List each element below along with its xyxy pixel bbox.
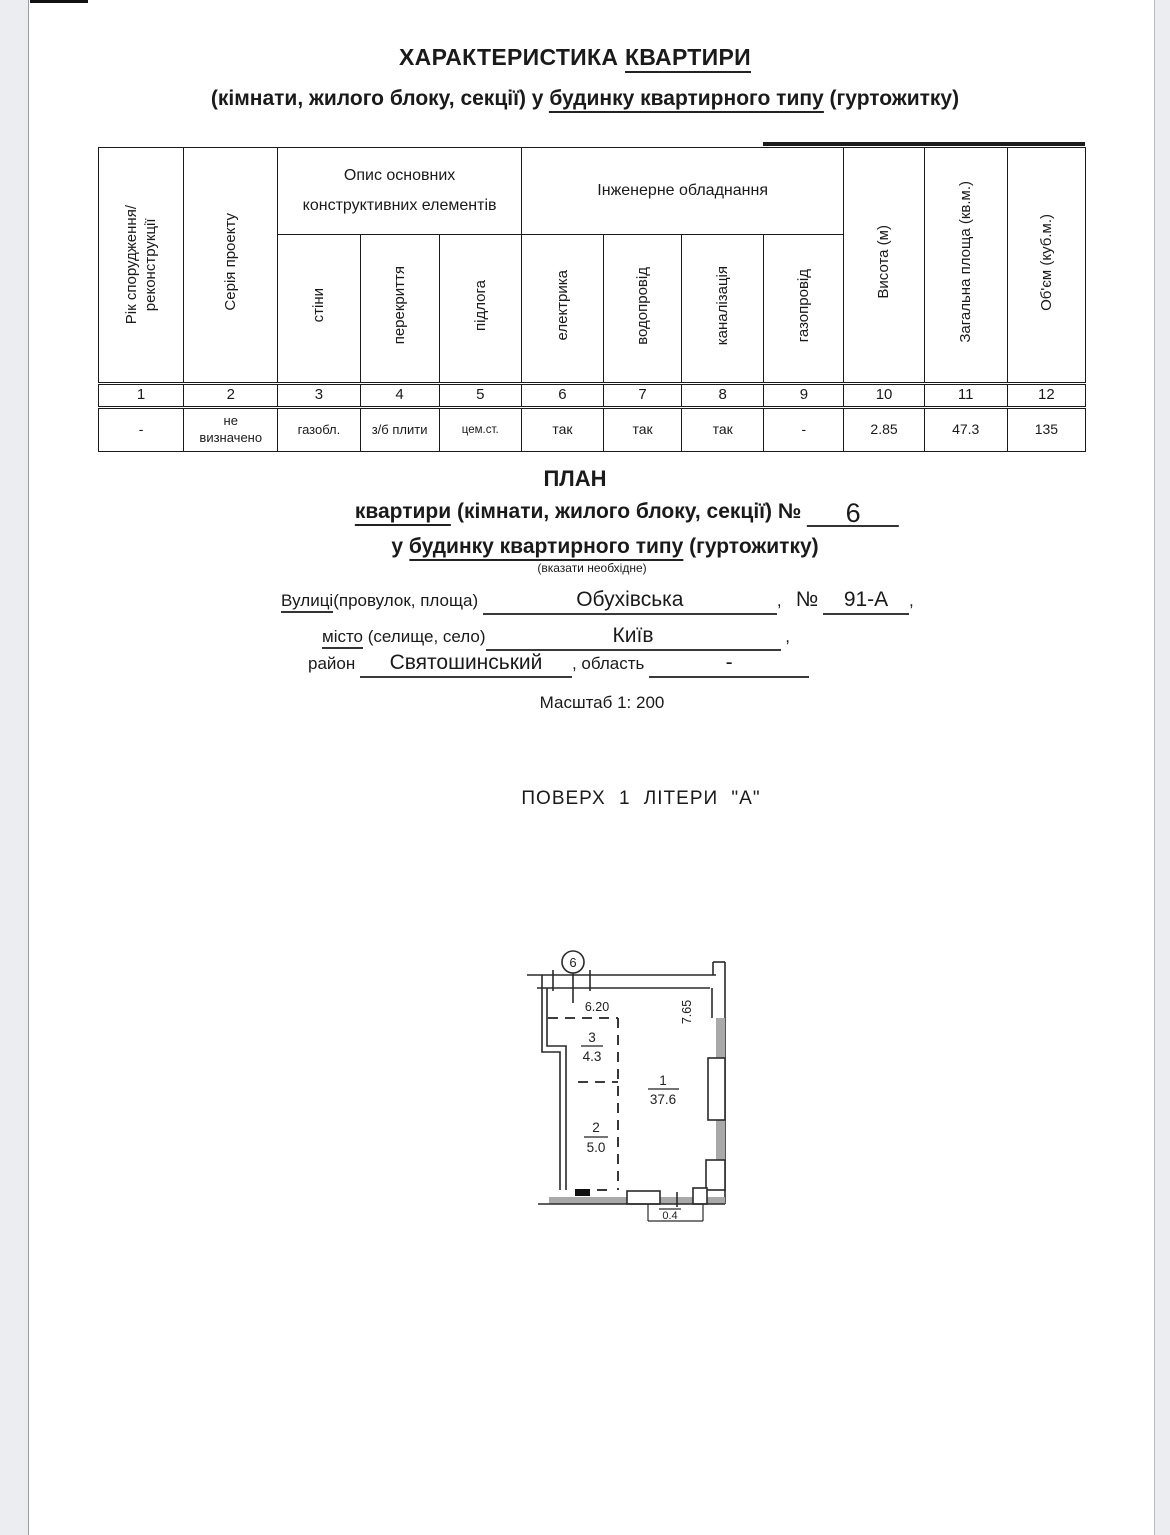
group-header-engineering: Інженерне обладнання [521,148,844,235]
city-line: місто (селище, село) Київ , [322,624,790,651]
oblast-value: - [649,651,809,678]
room-2-number: 2 [592,1120,600,1135]
value-cell: так [682,408,764,452]
room-1-area: 37.6 [649,1092,677,1107]
city-value: Київ [486,624,781,651]
axis-bubble-label: 6 [569,955,577,970]
page-title: ХАРАКТЕРИСТИКА КВАРТИРИ [399,44,751,71]
value-cell: - [99,408,184,452]
col-num: 1 [99,384,184,408]
col-label-volume: Об'єм (куб.м.) [1007,148,1085,384]
street-value: Обухівська [483,588,777,615]
column-numbers-row [99,384,1086,408]
value-cell: - [764,408,844,452]
room-1-number: 1 [659,1073,667,1088]
room-3-area: 4.3 [582,1049,602,1064]
viewer-right-margin [1154,0,1170,1535]
col-label-electricity: електрика [521,235,603,384]
col-label-walls: стіни [278,235,360,384]
col-label-sewerage: каналізація [682,235,764,384]
floorplan-drawing [515,935,760,1240]
room-3-number: 3 [588,1030,596,1045]
dim-top-label: 6.20 [584,1000,610,1014]
plan-heading: ПЛАН [543,466,607,491]
value-cell: не визначено [184,408,278,452]
apartment-number-value: 6 [807,501,899,527]
plan-note: (вказати необхідне) [537,561,647,575]
house-number-value: 91-А [823,588,909,615]
col-label-total-area: Загальна площа (кв.м.) [924,148,1007,384]
window-right [708,1058,725,1120]
dim-bottom-label: 0.4 [662,1210,678,1222]
viewer-left-margin [0,0,29,1535]
value-cell: так [521,408,603,452]
value-cell: з/б плити [360,408,439,452]
col-num: 8 [682,384,764,408]
col-num: 12 [1007,384,1085,408]
plan-line1: квартири (кімнати, жилого блоку, секції) № 6 [355,500,899,527]
wall-step-bottom [693,1188,707,1204]
col-label-floor: підлога [439,235,521,384]
col-num: 9 [764,384,844,408]
value-cell: газобл. [278,408,360,452]
col-label-year: Рік спорудження/ реконструкції [99,148,184,384]
col-num: 4 [360,384,439,408]
window-bottom [627,1191,660,1204]
floor-caption: ПОВЕРХ 1 ЛІТЕРИ "А" [521,788,761,809]
dim-right-label: 7.65 [680,999,694,1025]
group-header-construction: Опис основних конструктивних елементів [278,148,521,235]
scale-label: Масштаб 1: 200 [539,693,665,712]
col-num: 5 [439,384,521,408]
partition-dashed [548,1018,618,1190]
values-row [99,408,1086,452]
col-label-water: водопровід [603,235,681,384]
scan-line-artifact [763,142,1085,146]
page-subtitle: (кімнати, жилого блоку, секції) у будинку квартирного типу (гуртожитку) [211,87,959,111]
value-cell: 135 [1007,408,1085,452]
col-label-gas: газопровід [764,235,844,384]
col-num: 11 [924,384,1007,408]
scan-edge-mark [30,0,88,3]
value-cell: 47.3 [924,408,1007,452]
plan-line2: у будинку квартирного типу (гуртожитку) [391,535,818,559]
district-line: район Святошинський , область - [308,651,809,678]
col-num: 6 [521,384,603,408]
street-line: Вулиці(провулок, площа) Обухівська , № 91-А , [281,588,914,615]
wall-fill [549,1018,725,1204]
col-num: 7 [603,384,681,408]
room-2-area: 5.0 [586,1140,606,1155]
wall-stub [575,1189,590,1196]
col-num: 3 [278,384,360,408]
value-cell: так [603,408,681,452]
col-num: 2 [184,384,278,408]
col-label-ceiling: перекриття [360,235,439,384]
col-label-series: Серія проекту [184,148,278,384]
col-label-height: Висота (м) [844,148,924,384]
col-num: 10 [844,384,924,408]
wall-step-right [706,1160,725,1190]
value-cell: цем.ст. [439,408,521,452]
district-value: Святошинський [360,651,572,678]
characteristics-table [98,147,1086,452]
value-cell: 2.85 [844,408,924,452]
